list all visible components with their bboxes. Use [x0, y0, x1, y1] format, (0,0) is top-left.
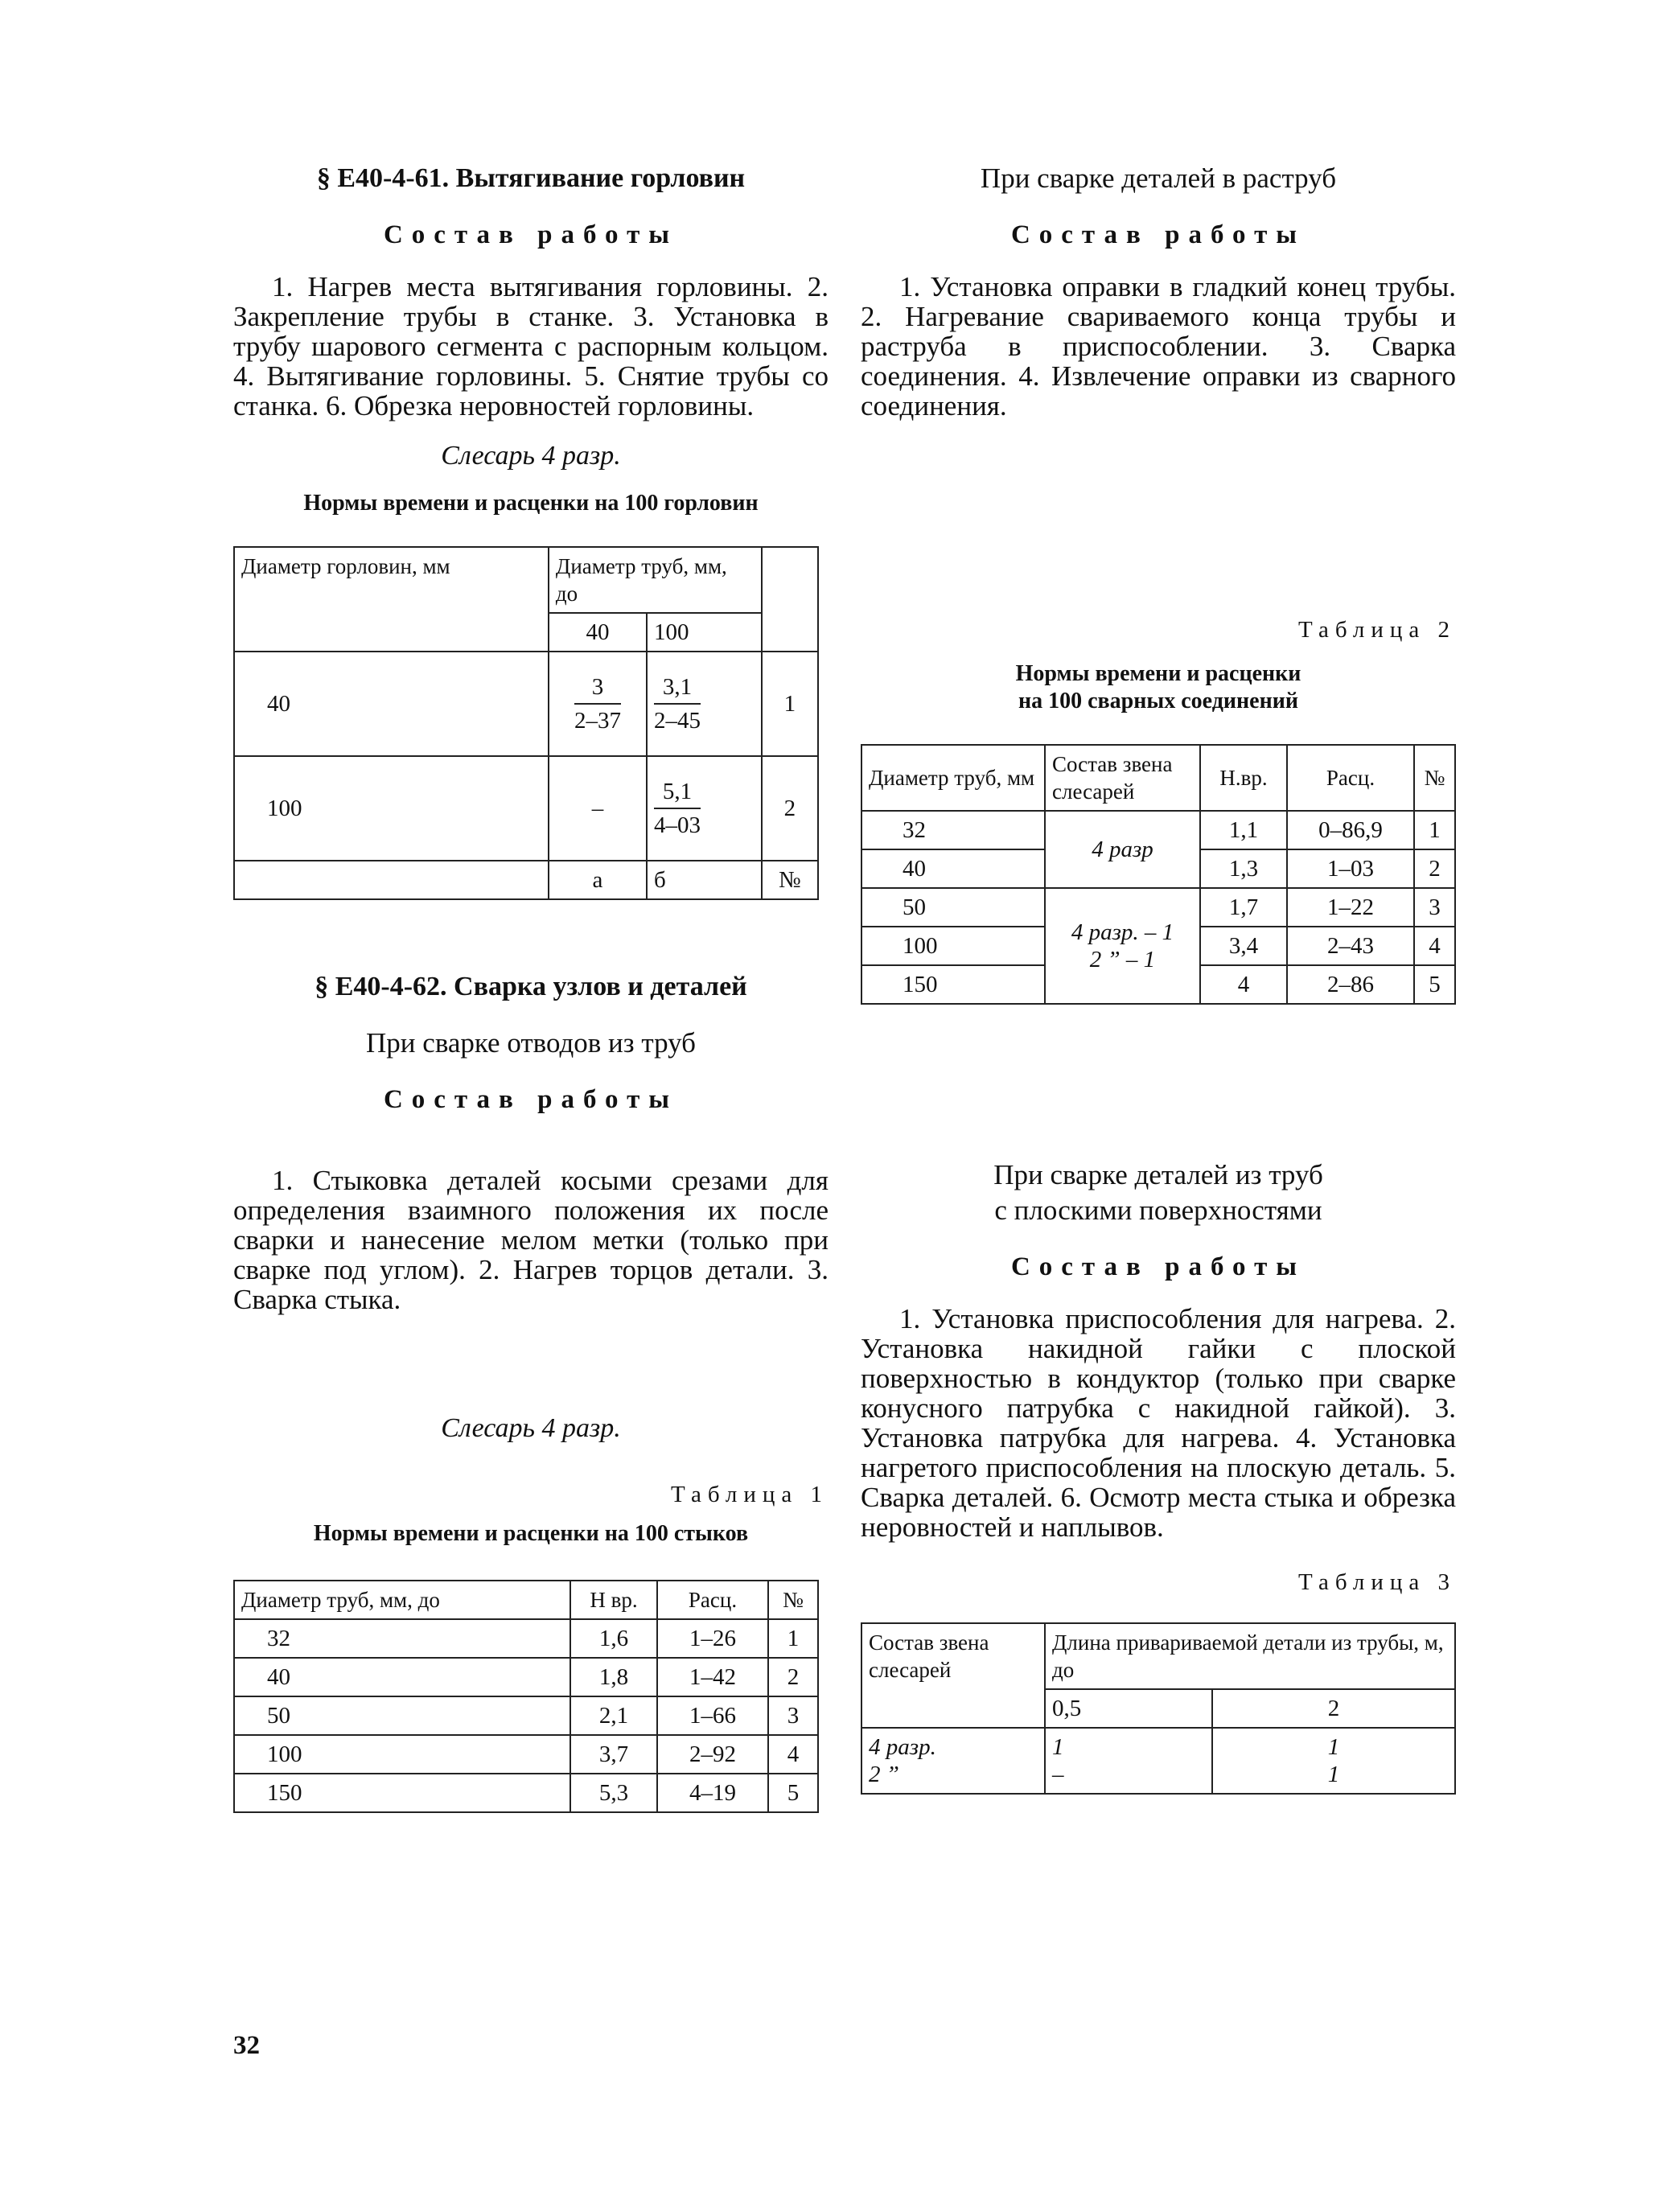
- t1-cell-no: 4: [768, 1735, 818, 1774]
- t0-row2-b: [647, 756, 762, 861]
- section-62-worker: Слесарь 4 разр.: [441, 1413, 621, 1443]
- t1-cell-norm: 2,1: [570, 1696, 657, 1735]
- table-1-label: Таблица 1: [670, 1482, 829, 1507]
- right-text-1: 1. Установка оправки в гладкий конец трубы. 2. Нагревание свариваемого конца трубы и раструба в приспособлении. 3. Сварка соединения. 4. Извлечение оправки из сварного соединения.: [861, 271, 1456, 421]
- table-row: [861, 811, 1455, 849]
- t3-sub-2: 2: [1212, 1689, 1455, 1728]
- t2-cell-norm: 1,3: [1200, 849, 1287, 888]
- t2-header-norm: Н.вр.: [1200, 745, 1287, 811]
- t2-cell-no: 2: [1414, 849, 1455, 888]
- t1-cell-rate: 1–42: [657, 1658, 768, 1696]
- t0-row1-no: 1: [762, 652, 818, 756]
- t1-cell-diameter: 150: [234, 1774, 570, 1812]
- right-subtitle-1: При сварке деталей в раструб: [980, 162, 1337, 194]
- t1-header-no: №: [768, 1581, 818, 1619]
- t2-crew-2a: 4 разр. – 1: [1071, 919, 1174, 945]
- t0-footer-empty: [234, 861, 549, 899]
- section-62-subtitle: При сварке отводов из труб: [366, 1027, 696, 1059]
- table-row: [234, 1735, 818, 1774]
- section-62-heading: Состав работы: [383, 1085, 679, 1114]
- t3-col-2: [1212, 1728, 1455, 1794]
- t2-cell-crew-2: [1045, 888, 1200, 1004]
- t0-header-empty: [762, 547, 818, 652]
- t0-row2-label: 100: [234, 756, 549, 861]
- right-column: [861, 161, 1456, 1795]
- t2-cell-diameter: 100: [861, 927, 1045, 965]
- t2-header-no: №: [1414, 745, 1455, 811]
- t0-footer-a: а: [549, 861, 647, 899]
- t0-row2-b-top: 5,1: [654, 775, 701, 809]
- table-row: [234, 1696, 818, 1735]
- t2-cell-no: 4: [1414, 927, 1455, 965]
- right-subtitle-2b: с плоскими поверхностями: [994, 1194, 1322, 1226]
- section-62-text: 1. Стыковка деталей косыми срезами для определения взаимного положения их после сварки и нанесение мелом метки (только при сварке под углом). 2. Нагрев торцов детали. 3. Сварка стыка.: [233, 1165, 829, 1315]
- t0-sub-40: 40: [549, 613, 647, 652]
- t1-cell-no: 1: [768, 1619, 818, 1658]
- t1-cell-diameter: 50: [234, 1696, 570, 1735]
- section-62-title: § Е40-4-62. Сварка узлов и деталей: [315, 972, 747, 1001]
- t0-sub-100: 100: [647, 613, 762, 652]
- t3-v2b: 1: [1327, 1762, 1340, 1787]
- t2-cell-diameter: 32: [861, 811, 1045, 849]
- right-subtitle-2a: При сварке деталей из труб: [993, 1159, 1323, 1190]
- t0-row1-b-top: 3,1: [654, 671, 701, 705]
- t1-cell-norm: 1,8: [570, 1658, 657, 1696]
- t2-cell-rate: 0–86,9: [1287, 811, 1414, 849]
- table-2-label: Таблица 2: [1297, 617, 1456, 643]
- t1-header-diameter: Диаметр труб, мм, до: [234, 1581, 570, 1619]
- table-2-caption-2: на 100 сварных соединений: [1018, 689, 1298, 713]
- t2-cell-rate: 1–22: [1287, 888, 1414, 927]
- section-61-heading: Состав работы: [383, 220, 679, 249]
- t1-cell-rate: 4–19: [657, 1774, 768, 1812]
- table-3-label: Таблица 3: [1297, 1569, 1456, 1595]
- table-1: [233, 1580, 819, 1813]
- t0-header-diameter-pipes: Диаметр труб, мм, до: [549, 547, 762, 613]
- t1-cell-diameter: 32: [234, 1619, 570, 1658]
- t0-row2-b-bot: 4–03: [653, 812, 701, 838]
- t2-crew-2b: 2 ” – 1: [1089, 947, 1156, 972]
- t1-cell-rate: 1–66: [657, 1696, 768, 1735]
- t2-cell-no: 1: [1414, 811, 1455, 849]
- table-2: [861, 744, 1456, 1005]
- t1-cell-no: 3: [768, 1696, 818, 1735]
- section-61-title: § Е40-4-61. Вытягивание горловин: [316, 163, 746, 193]
- t3-col-05: [1045, 1728, 1212, 1794]
- table-row: [234, 1658, 818, 1696]
- t2-cell-norm: 4: [1200, 965, 1287, 1004]
- t2-cell-rate: 2–43: [1287, 927, 1414, 965]
- t1-cell-rate: 1–26: [657, 1619, 768, 1658]
- t2-cell-no: 3: [1414, 888, 1455, 927]
- t3-header-crew: Состав звена слесарей: [861, 1623, 1045, 1728]
- t1-header-norm: Н вр.: [570, 1581, 657, 1619]
- t3-crew-a: 4 разр.: [869, 1734, 936, 1760]
- t2-cell-diameter: 150: [861, 965, 1045, 1004]
- t1-cell-rate: 2–92: [657, 1735, 768, 1774]
- t2-header-rate: Расц.: [1287, 745, 1414, 811]
- t0-row2-no: 2: [762, 756, 818, 861]
- t3-v2a: 1: [1327, 1734, 1340, 1760]
- t1-header-rate: Расц.: [657, 1581, 768, 1619]
- t3-crew: [861, 1728, 1045, 1794]
- t0-row1-label: 40: [234, 652, 549, 756]
- right-text-2: 1. Установка приспособления для нагрева. 2. Установка накидной гайки с плоской поверхностью в кондуктор (только при сварке конусного патрубка с накидной гайкой). 3. Установка патрубка для нагрева. 4. Установка нагретого приспособления на плоскую деталь. 5. Сварка деталей. 6. Осмотр места стыка и обрезка неровностей и наплывов.: [861, 1303, 1456, 1543]
- t3-crew-b: 2 ”: [869, 1762, 899, 1787]
- table-1-caption: Нормы времени и расценки на 100 стыков: [313, 1521, 749, 1546]
- t0-row1-a-top: 3: [574, 671, 621, 705]
- table-2-caption-1: Нормы времени и расценки: [1015, 661, 1301, 686]
- t2-cell-rate: 1–03: [1287, 849, 1414, 888]
- page-number: 32: [233, 2031, 260, 2060]
- t2-cell-norm: 3,4: [1200, 927, 1287, 965]
- t2-cell-diameter: 40: [861, 849, 1045, 888]
- t1-cell-diameter: 100: [234, 1735, 570, 1774]
- section-61-caption: Нормы времени и расценки на 100 горловин: [303, 491, 759, 516]
- t1-cell-diameter: 40: [234, 1658, 570, 1696]
- t1-cell-norm: 1,6: [570, 1619, 657, 1658]
- t3-header-length: Длина привариваемой детали из трубы, м, до: [1045, 1623, 1455, 1689]
- t0-row1-a-bot: 2–37: [574, 708, 621, 734]
- t2-cell-crew-1: 4 разр: [1045, 811, 1200, 888]
- t2-header-diameter: Диаметр труб, мм: [861, 745, 1045, 811]
- table-row: [861, 1728, 1455, 1794]
- table-3: [861, 1622, 1456, 1795]
- t1-cell-norm: 5,3: [570, 1774, 657, 1812]
- t2-cell-no: 5: [1414, 965, 1455, 1004]
- right-heading-1: Состав работы: [1010, 220, 1306, 249]
- t2-cell-norm: 1,7: [1200, 888, 1287, 927]
- t2-cell-norm: 1,1: [1200, 811, 1287, 849]
- t1-cell-norm: 3,7: [570, 1735, 657, 1774]
- t0-header-diameter-necks: Диаметр горловин, мм: [234, 547, 549, 652]
- table-necks: [233, 546, 819, 900]
- t0-footer-no: №: [762, 861, 818, 899]
- t3-sub-05: 0,5: [1045, 1689, 1212, 1728]
- t3-v1a: 1: [1052, 1734, 1064, 1760]
- left-column: [233, 161, 829, 1813]
- t2-cell-rate: 2–86: [1287, 965, 1414, 1004]
- t2-cell-diameter: 50: [861, 888, 1045, 927]
- t0-row1-b-bot: 2–45: [653, 708, 701, 734]
- right-heading-2: Состав работы: [1010, 1252, 1306, 1281]
- t0-row2-a: –: [549, 756, 647, 861]
- t0-row1-a: [549, 652, 647, 756]
- table-row: [234, 1619, 818, 1658]
- t2-header-crew: Состав звена слесарей: [1045, 745, 1200, 811]
- section-61-worker: Слесарь 4 разр.: [441, 441, 621, 471]
- t0-row1-b: [647, 652, 762, 756]
- table-row: [861, 888, 1455, 927]
- table-row: [234, 1774, 818, 1812]
- t3-v1b: –: [1052, 1762, 1064, 1787]
- t0-footer-b: б: [647, 861, 762, 899]
- section-61-text: 1. Нагрев места вытягивания горловины. 2. Закрепление трубы в станке. 3. Установка в трубу шарового сегмента с распорным кольцом. 4. Вытягивание горловины. 5. Снятие трубы со станка. 6. Обрезка неровностей горловины.: [233, 271, 829, 421]
- t1-cell-no: 2: [768, 1658, 818, 1696]
- t1-cell-no: 5: [768, 1774, 818, 1812]
